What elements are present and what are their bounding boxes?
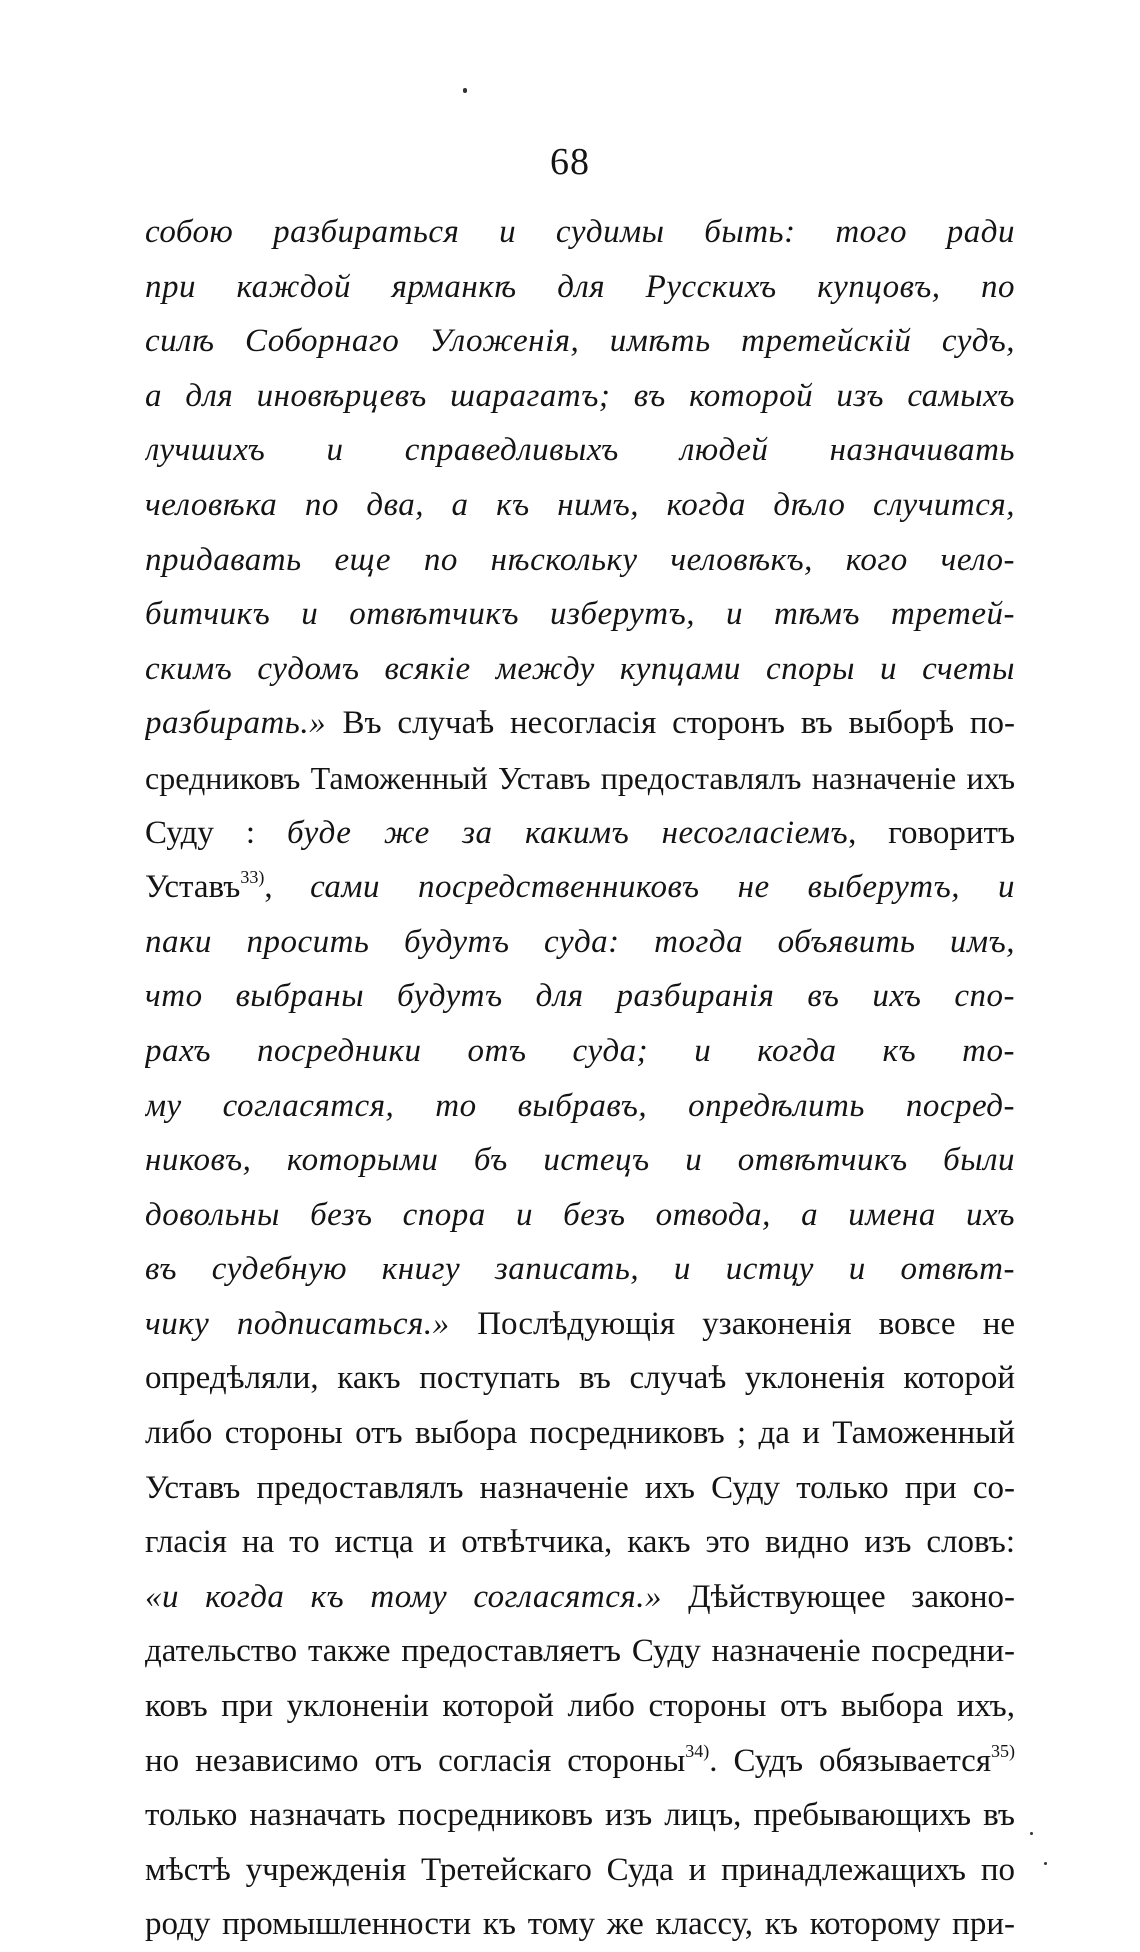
text-line: силѣ Соборнаго Уложенія, имѣть третейскій судъ, — [145, 323, 1015, 360]
text-line — [145, 860, 1015, 915]
footnote-ref: 35) — [991, 1740, 1015, 1761]
text-fragment: Суду : — [145, 814, 287, 851]
text-line — [145, 1297, 1015, 1352]
text-line: дательство также предоставляетъ Суду назначеніе посредни- — [145, 1633, 1015, 1670]
quote-fragment: буде же за какимъ несогласіемъ — [286, 814, 849, 851]
text-line: лучшихъ и справедливыхъ людей назначивать — [145, 432, 1015, 469]
text-line: мѣстѣ учрежденія Третейскаго Суда и принадлежащихъ по — [145, 1851, 1015, 1888]
text-fragment: но независимо отъ согласія стороны — [145, 1742, 686, 1779]
text-line: ковъ при уклоненіи которой либо стороны отъ выбора ихъ, — [145, 1688, 1015, 1725]
page-number: 68 — [550, 141, 590, 183]
text-line: въ судебную книгу записать, и истцу и отвѣт- — [145, 1251, 1015, 1288]
text-line: либо стороны отъ выбора посредниковъ ; да и Таможенный — [145, 1415, 1015, 1452]
quote-fragment: «и когда къ тому согласятся.» — [145, 1578, 689, 1615]
text-line: рахъ посредники отъ суда; и когда къ то- — [145, 1032, 1015, 1069]
footnote-ref: 33) — [240, 867, 265, 888]
quote-fragment: разбирать.» — [145, 705, 343, 742]
text-line: гласія на то истца и отвѣтчика, какъ это видно изъ словъ: — [145, 1524, 1015, 1561]
text-fragment: , — [264, 869, 311, 906]
text-fragment: Дѣйствующее законо- — [688, 1578, 1015, 1615]
quote-fragment: сами посредственниковъ не выберутъ, и — [310, 869, 1015, 906]
text-line: при каждой ярманкѣ для Русскихъ купцовъ, по — [145, 268, 1015, 305]
text-line: довольны безъ спора и безъ отвода, а имена ихъ — [145, 1196, 1015, 1233]
print-speck — [1044, 1862, 1047, 1865]
text-line: скимъ судомъ всякіе между купцами споры и счеты — [145, 650, 1015, 687]
footnote-ref: 34) — [685, 1740, 710, 1761]
text-line: Уставъ предоставлялъ назначеніе ихъ Суду только при со- — [145, 1469, 1015, 1506]
text-fragment: . Судъ обязывается — [709, 1742, 991, 1779]
text-line: собою разбираться и судимы быть: того ради — [145, 214, 1015, 250]
quote-fragment: чику подписаться.» — [145, 1305, 478, 1342]
print-speck — [1030, 1832, 1033, 1835]
text-line: никовъ, которыми бъ истецъ и отвѣтчикъ были — [145, 1142, 1015, 1179]
text-line — [145, 1570, 1015, 1625]
text-line — [145, 806, 1015, 861]
text-line: придавать еще по нѣскольку человѣкъ, кого чело- — [145, 541, 1015, 578]
text-fragment: Въ случаѣ несогласія сторонъ въ выборѣ по- — [342, 705, 1015, 742]
text-fragment: Послѣдующія узаконенія вовсе не — [477, 1305, 1015, 1342]
text-line: му согласятся, то выбравъ, опредѣлить посред- — [145, 1087, 1015, 1124]
text-line: что выбраны будутъ для разбиранія въ ихъ спо- — [145, 978, 1015, 1015]
text-line — [145, 1734, 1015, 1789]
text-line: человѣка по два, а къ нимъ, когда дѣло случится, — [145, 486, 1015, 523]
print-speck — [463, 88, 467, 93]
text-fragment: Уставъ — [145, 869, 241, 906]
text-line: паки просить будутъ суда: тогда объявить имъ, — [145, 923, 1015, 960]
body-text — [145, 205, 1015, 1952]
text-line — [145, 696, 1015, 751]
text-fragment: , говоритъ — [848, 814, 1015, 851]
text-line: средниковъ Таможенный Уставъ предоставлялъ назначеніе ихъ — [145, 759, 1015, 796]
text-line: роду промышленности къ тому же классу, къ которому при- — [145, 1906, 1015, 1943]
text-line: только назначать посредниковъ изъ лицъ, пребывающихъ въ — [145, 1797, 1015, 1834]
text-line: битчикъ и отвѣтчикъ изберутъ, и тѣмъ третей- — [145, 596, 1015, 633]
text-line: а для иновѣрцевъ шарагатъ; въ которой изъ самыхъ — [145, 377, 1015, 414]
text-line: опредѣляли, какъ поступать въ случаѣ уклоненія которой — [145, 1360, 1015, 1397]
